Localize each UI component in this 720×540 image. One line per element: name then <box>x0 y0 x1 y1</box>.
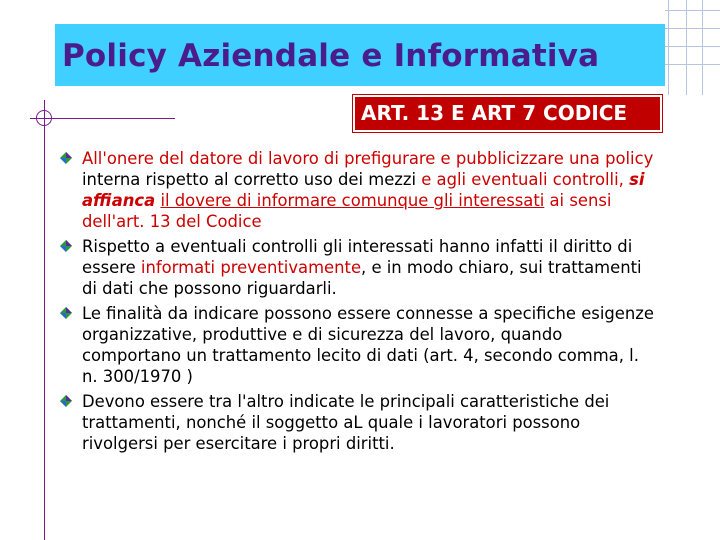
list-item-text: ai sensi dell'art. 13 del Codice <box>82 191 612 231</box>
list-item-text: Devono essere tra l'altro indicate le principali caratteristiche dei trattamenti, nonché il soggetto aL quale i lavoratori possono rivolgersi per esercitare i propri diritti. <box>82 392 610 453</box>
grid-line <box>665 64 720 65</box>
list-item <box>58 236 658 299</box>
list-item-text: All'onere del datore di lavoro di prefigurare e pubblicizzare una policy <box>82 149 654 168</box>
bullet-list <box>58 148 658 458</box>
grid-line <box>686 0 687 95</box>
diamond-bullet-icon <box>60 395 72 407</box>
diamond-bullet-icon <box>60 240 72 252</box>
diamond-bullet-icon <box>60 307 72 319</box>
list-item-text: e agli eventuali controlli, <box>421 170 630 189</box>
list-item-text: Le finalità da indicare possono essere connesse a specifiche esigenze organizzative, produttive e di sicurezza del lavoro, quando comportano un trattamento lecito di dati (art. 4, secondo comma, l. n. 300/1970 ) <box>82 304 654 386</box>
grid-line <box>665 46 720 47</box>
list-item-text: , e in modo chiaro, sui trattamenti di dati che possono riguardarli. <box>82 258 642 298</box>
header-box-label: ART. 13 E ART 7 CODICE <box>361 101 628 125</box>
list-item-text: Rispetto a eventuali controlli gli interessati hanno infatti il diritto di essere <box>82 237 633 277</box>
list-item <box>58 303 658 387</box>
grid-line <box>668 0 669 95</box>
grid-line <box>702 0 703 95</box>
list-item-text: informati preventivamente <box>140 258 362 277</box>
list-item-text: interna rispetto al corretto uso dei mezzi <box>82 170 422 189</box>
frame-circle <box>36 110 52 126</box>
grid-line <box>665 10 720 11</box>
list-item-text[interactable]: il dovere di informare comunque gli interessati <box>160 191 545 210</box>
diamond-bullet-icon <box>60 152 72 164</box>
slide-title: Policy Aziendale e Informativa <box>62 38 600 74</box>
list-item <box>58 391 658 454</box>
grid-line <box>665 28 720 29</box>
list-item <box>58 148 658 232</box>
frame-line <box>44 100 45 540</box>
list-item-text: si affianca <box>82 170 645 210</box>
